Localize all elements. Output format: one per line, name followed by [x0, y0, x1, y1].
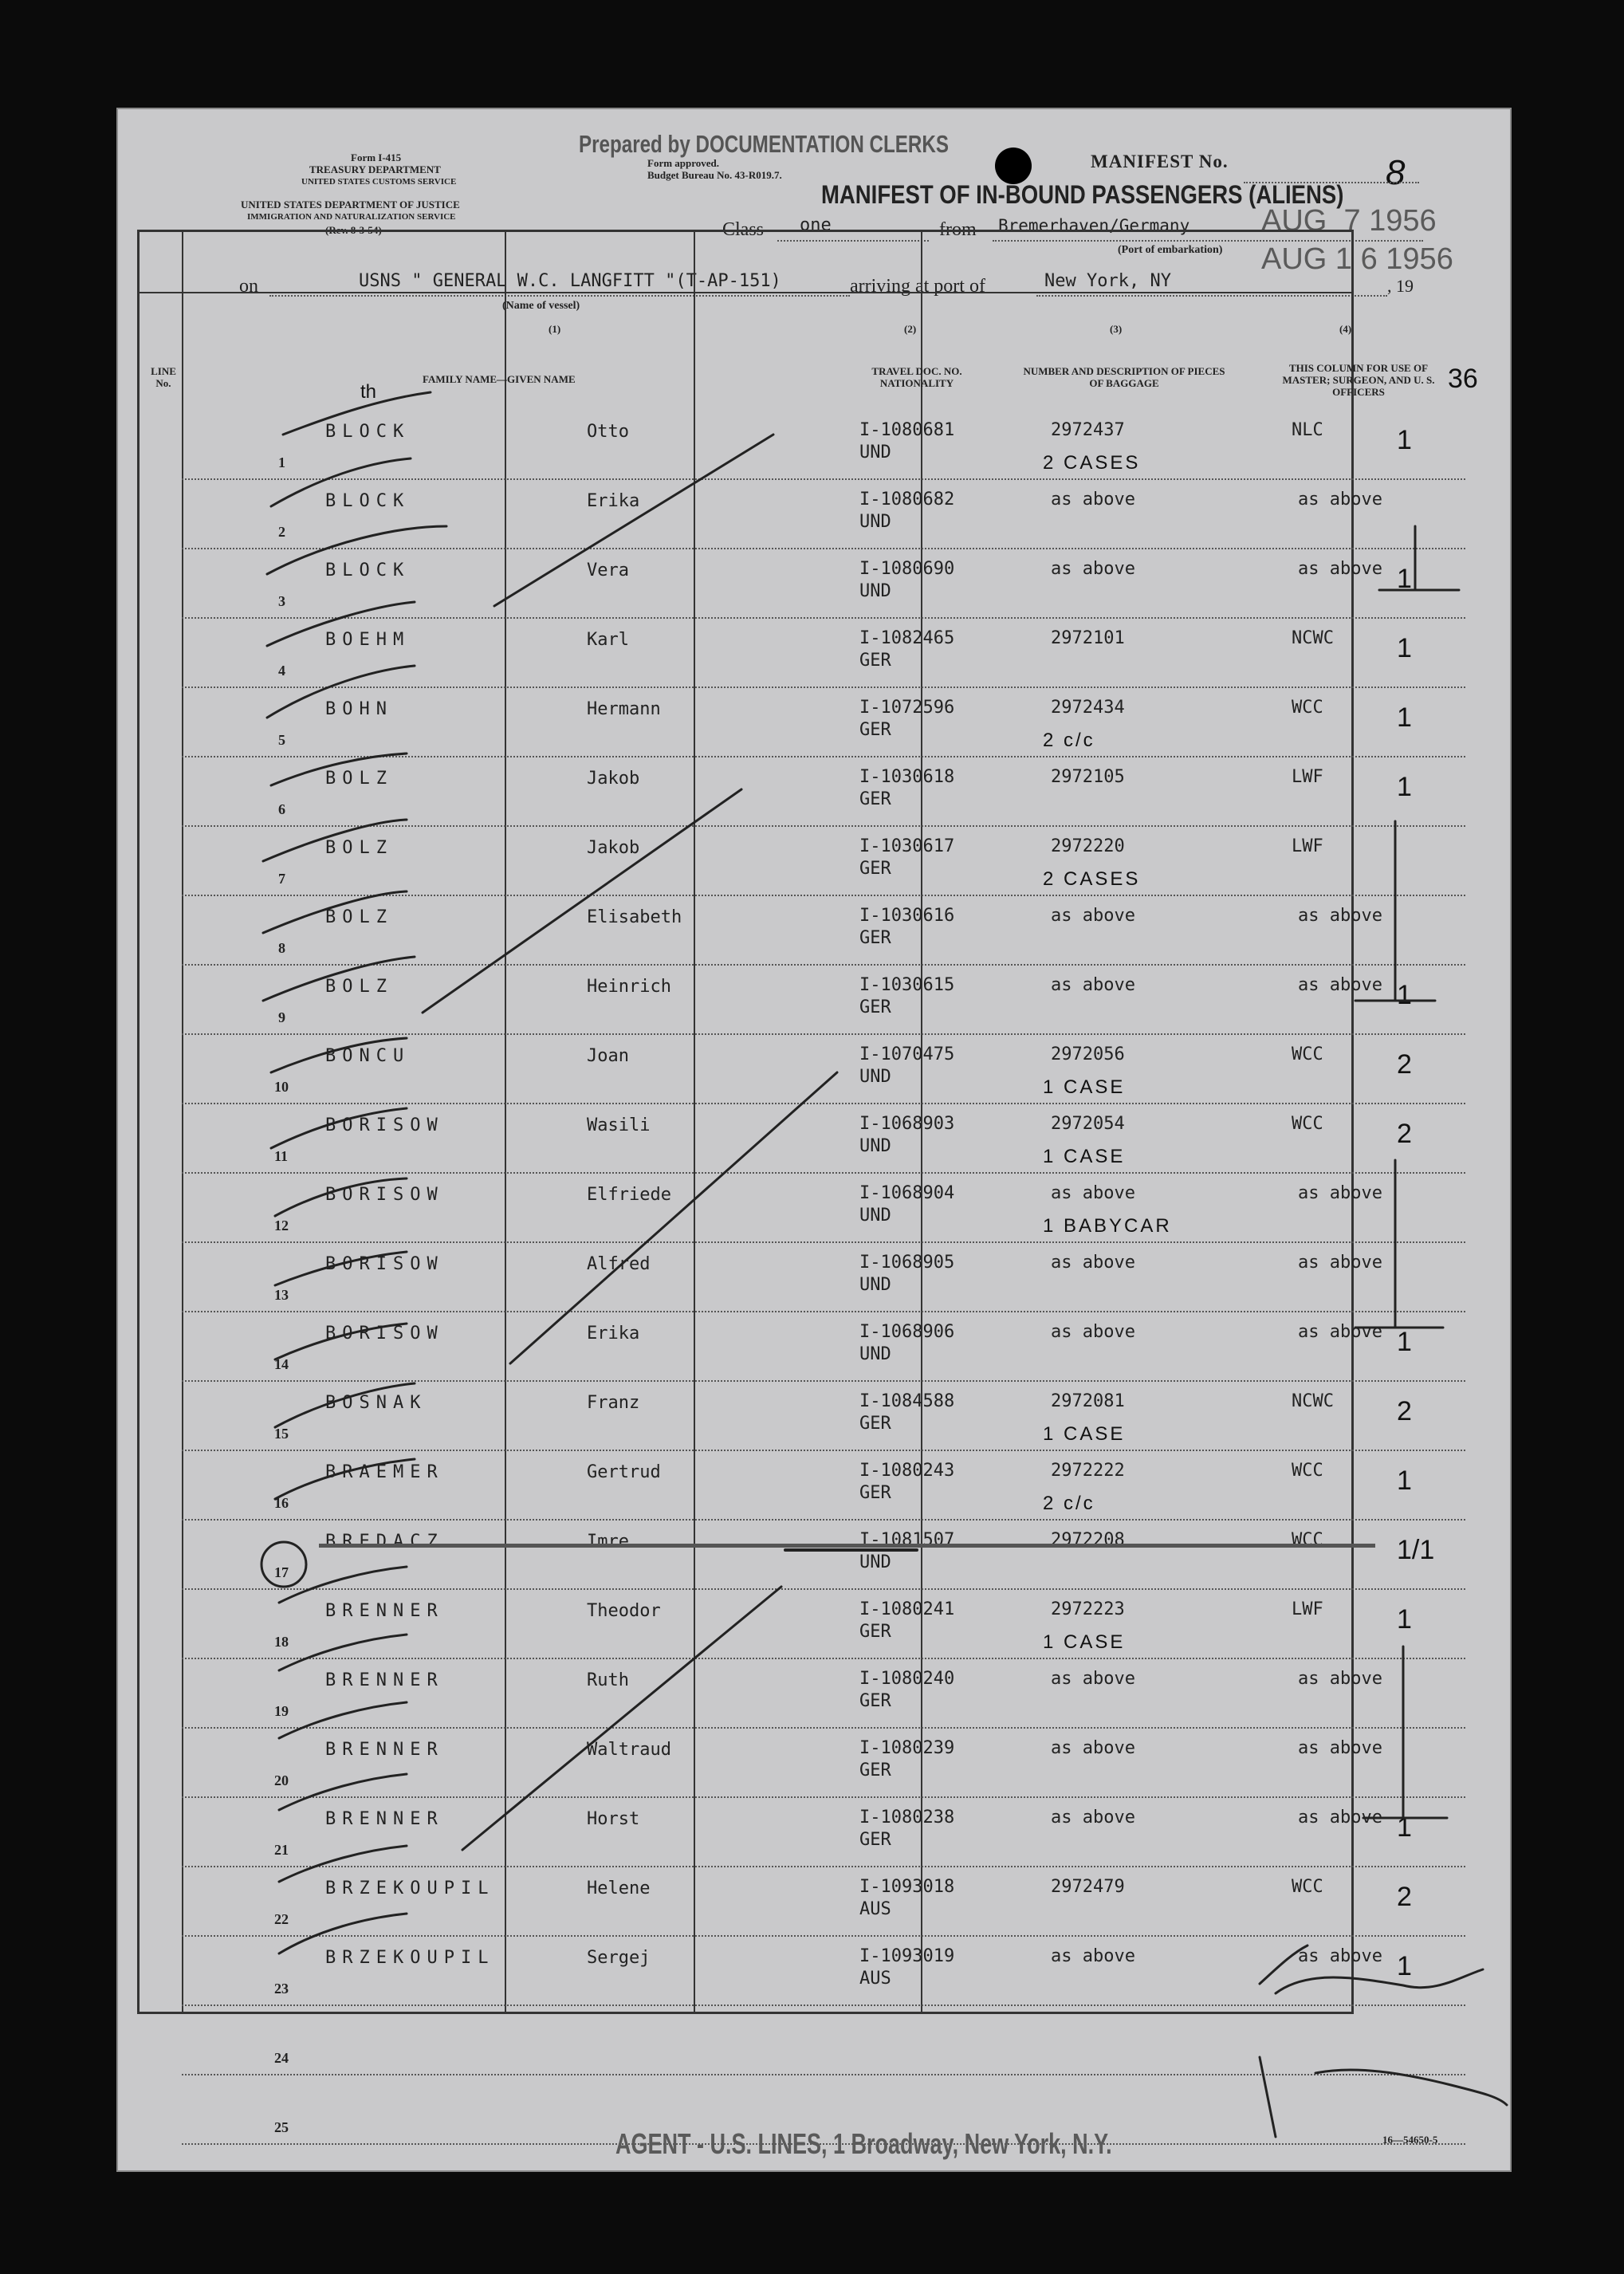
baggage: 2972220 — [1051, 836, 1125, 856]
nationality: GER — [859, 720, 891, 740]
officer-note: as above — [1298, 1946, 1382, 1966]
manifest-title: MANIFEST OF IN-BOUND PASSENGERS (ALIENS) — [821, 180, 1344, 209]
baggage: as above — [1051, 1183, 1135, 1203]
arriving-label: arriving at port of — [850, 276, 985, 297]
officer-note: as above — [1298, 1253, 1382, 1273]
baggage: 2972105 — [1051, 767, 1125, 787]
baggage: 2972223 — [1051, 1599, 1125, 1619]
nationality: GER — [859, 1691, 891, 1711]
table-row — [182, 1172, 1465, 1174]
col-num-2: (2) — [904, 323, 917, 335]
line-number: 25 — [274, 2119, 289, 2135]
table-row — [182, 1103, 1465, 1104]
baggage: as above — [1051, 975, 1135, 995]
family-name: BOSNAK — [325, 1393, 427, 1413]
tally-mark: 1 — [1397, 1951, 1412, 1981]
table-row — [182, 548, 1465, 549]
baggage: as above — [1051, 1669, 1135, 1689]
revision-date: (Rev. 8-3-54) — [325, 224, 382, 236]
tally-mark: 1/1 — [1397, 1535, 1435, 1565]
family-name: BOHN — [325, 699, 393, 719]
table-row — [182, 1588, 1465, 1590]
travel-doc-number: I-1080243 — [859, 1461, 955, 1481]
class-value: one — [800, 215, 832, 235]
nationality: UND — [859, 1136, 891, 1156]
travel-doc-number: I-1068904 — [859, 1183, 955, 1203]
th-note: th — [360, 381, 377, 403]
given-name: Otto — [587, 422, 629, 442]
officer-note: WCC — [1292, 1114, 1323, 1134]
nationality: GER — [859, 928, 891, 948]
family-name: BRAEMER — [325, 1462, 444, 1482]
family-name: BORISOW — [325, 1254, 444, 1274]
line-number: 21 — [274, 1842, 289, 1858]
tally-mark: 2 — [1397, 1396, 1412, 1426]
family-name: BORISOW — [325, 1185, 444, 1205]
baggage: as above — [1051, 559, 1135, 579]
line-number: 3 — [278, 593, 285, 609]
date-stamp-arrival: AUG 1 6 1956 — [1261, 242, 1453, 276]
nationality: UND — [859, 1275, 891, 1295]
baggage: 2972056 — [1051, 1045, 1125, 1064]
officer-note: NCWC — [1292, 628, 1334, 648]
given-name: Karl — [587, 630, 629, 650]
line-number: 14 — [274, 1356, 289, 1372]
officer-note: as above — [1298, 559, 1382, 579]
table-row — [182, 1519, 1465, 1521]
nationality: GER — [859, 859, 891, 879]
line-number: 16 — [274, 1495, 289, 1511]
table-row — [182, 2074, 1465, 2075]
tally-mark: 1 — [1397, 1466, 1412, 1496]
tally-mark: 1 — [1397, 425, 1412, 455]
immigration-service: IMMIGRATION AND NATURALIZATION SERVICE — [247, 212, 456, 222]
table-row — [182, 1658, 1465, 1659]
baggage: as above — [1051, 1946, 1135, 1966]
family-name: BOLZ — [325, 907, 393, 927]
prepared-stamp: Prepared by DOCUMENTATION CLERKS — [579, 130, 949, 158]
nationality: UND — [859, 1206, 891, 1226]
given-name: Wasili — [587, 1115, 651, 1135]
family-name: BLOCK — [325, 491, 411, 511]
nationality: UND — [859, 512, 891, 532]
family-name: BOLZ — [325, 769, 393, 789]
given-name: Gertrud — [587, 1462, 661, 1482]
line-number: 5 — [278, 732, 285, 748]
baggage-note: 1 CASE — [1043, 1076, 1126, 1098]
table-row — [182, 478, 1465, 480]
family-name: BRZEKOUPIL — [325, 1879, 495, 1898]
travel-doc-number: I-1084588 — [859, 1391, 955, 1411]
family-name: BRENNER — [325, 1740, 444, 1760]
tally-mark: 2 — [1397, 1119, 1412, 1149]
given-name: Elisabeth — [587, 907, 682, 927]
travel-doc-number: I-1080681 — [859, 420, 955, 440]
col-num-3: (3) — [1110, 323, 1123, 335]
officer-note: as above — [1298, 490, 1382, 509]
officer-note: LWF — [1292, 767, 1323, 787]
col-header-baggage: NUMBER AND DESCRIPTION OF PIECES OF BAGGAGE — [1023, 365, 1225, 389]
family-name: BRZEKOUPIL — [325, 1948, 495, 1968]
nationality: GER — [859, 1830, 891, 1850]
travel-doc-number: I-1030615 — [859, 975, 955, 995]
given-name: Hermann — [587, 699, 661, 719]
table-row — [182, 2005, 1465, 2006]
officer-note: LWF — [1292, 1599, 1323, 1619]
line-number: 12 — [274, 1218, 289, 1233]
tally-mark: 1 — [1397, 564, 1412, 594]
manifest-number: 8 — [1386, 153, 1406, 192]
travel-doc-number: I-1080240 — [859, 1669, 955, 1689]
officer-note: NCWC — [1292, 1391, 1334, 1411]
given-name: Sergej — [587, 1948, 651, 1968]
date-stamp-departure: AUG 7 1956 — [1261, 204, 1437, 238]
officer-note: as above — [1298, 1322, 1382, 1342]
col-header-travel-doc: TRAVEL DOC. NO. NATIONALITY — [871, 365, 962, 389]
col-header-name: FAMILY NAME—GIVEN NAME — [423, 373, 576, 385]
table-row — [182, 617, 1465, 619]
nationality: GER — [859, 1483, 891, 1503]
baggage-note: 1 CASE — [1043, 1631, 1126, 1653]
table-row — [182, 1796, 1465, 1798]
travel-doc-number: I-1030616 — [859, 906, 955, 926]
officer-note: as above — [1298, 1183, 1382, 1203]
strike-through — [319, 1544, 1375, 1548]
travel-doc-number: I-1080682 — [859, 490, 955, 509]
travel-doc-number: I-1093018 — [859, 1877, 955, 1897]
tally-mark: 1 — [1397, 702, 1412, 733]
treasury-dept: TREASURY DEPARTMENT — [309, 163, 441, 175]
baggage: as above — [1051, 1738, 1135, 1758]
embarkation-label: (Port of embarkation) — [1118, 244, 1223, 256]
table-row — [182, 1241, 1465, 1243]
line-number: 11 — [274, 1148, 289, 1164]
baggage: as above — [1051, 1808, 1135, 1827]
tally-mark: 1 — [1397, 633, 1412, 663]
year-suffix-2: , 19 — [1387, 276, 1414, 296]
family-name: BRENNER — [325, 1601, 444, 1621]
officer-note: WCC — [1292, 1045, 1323, 1064]
col-header-line-no: LINE No. — [151, 365, 176, 389]
given-name: Helene — [587, 1879, 651, 1898]
nationality: UND — [859, 443, 891, 462]
travel-doc-number: I-1068905 — [859, 1253, 955, 1273]
table-row — [182, 1033, 1465, 1035]
baggage-note: 2 CASES — [1043, 868, 1141, 890]
justice-dept: UNITED STATES DEPARTMENT OF JUSTICE — [241, 199, 460, 210]
officer-note: NLC — [1292, 420, 1323, 440]
table-row — [182, 1935, 1465, 1937]
baggage: 2972101 — [1051, 628, 1125, 648]
line-number: 15 — [274, 1426, 289, 1442]
print-code: 16—54650-5 — [1382, 2134, 1438, 2146]
on-label: on — [239, 276, 258, 297]
family-name: BONCU — [325, 1046, 411, 1066]
baggage-note: 2 c/c — [1043, 730, 1095, 751]
baggage-note: 1 BABYCAR — [1043, 1215, 1172, 1237]
travel-doc-number: I-1080238 — [859, 1808, 955, 1827]
table-row — [182, 1311, 1465, 1312]
col-num-1: (1) — [549, 323, 561, 335]
line-number: 7 — [278, 871, 285, 887]
given-name: Heinrich — [587, 977, 671, 997]
nationality: GER — [859, 1761, 891, 1780]
given-name: Elfriede — [587, 1185, 671, 1205]
travel-doc-number: I-1030617 — [859, 836, 955, 856]
manifest-label: MANIFEST No. — [1091, 151, 1229, 171]
officer-note: as above — [1298, 1808, 1382, 1827]
col-num-4: (4) — [1339, 323, 1352, 335]
tally-mark: 1 — [1397, 980, 1412, 1010]
table-row — [182, 964, 1465, 966]
line-number: 9 — [278, 1009, 285, 1025]
line-number: 18 — [274, 1634, 289, 1650]
baggage: as above — [1051, 906, 1135, 926]
family-name: BLOCK — [325, 422, 411, 442]
officer-note: WCC — [1292, 698, 1323, 718]
count-note: 36 — [1448, 364, 1478, 394]
given-name: Imre — [587, 1532, 629, 1552]
line-number: 6 — [278, 801, 285, 817]
travel-doc-number: I-1070475 — [859, 1045, 955, 1064]
family-name: BORISOW — [325, 1115, 444, 1135]
customs-service: UNITED STATES CUSTOMS SERVICE — [301, 177, 457, 187]
given-name: Erika — [587, 1324, 640, 1344]
table-row — [182, 1380, 1465, 1382]
travel-doc-number: I-1072596 — [859, 698, 955, 718]
line-number: 8 — [278, 940, 285, 956]
line-number: 22 — [274, 1911, 289, 1927]
given-name: Horst — [587, 1809, 640, 1829]
line-number: 24 — [274, 2050, 289, 2066]
travel-doc-number: I-1080690 — [859, 559, 955, 579]
table-row — [182, 825, 1465, 827]
from-value: Bremerhaven/Germany — [998, 216, 1190, 235]
travel-doc-number: I-1068903 — [859, 1114, 955, 1134]
officer-note: as above — [1298, 1669, 1382, 1689]
line-number: 17 — [274, 1564, 289, 1580]
table-row — [182, 756, 1465, 757]
agent-footer: AGENT - U.S. LINES, 1 Broadway, New York, N.Y. — [615, 2127, 1112, 2160]
tally-mark: 1 — [1397, 1604, 1412, 1635]
family-name: BRENNER — [325, 1670, 444, 1690]
given-name: Ruth — [587, 1670, 629, 1690]
given-name: Waltraud — [587, 1740, 671, 1760]
officer-note: WCC — [1292, 1461, 1323, 1481]
budget-bureau: Budget Bureau No. 43-R019.7. — [647, 169, 782, 181]
family-name: BORISOW — [325, 1324, 444, 1344]
class-label: Class — [722, 219, 765, 240]
baggage: 2972437 — [1051, 420, 1125, 440]
vessel-name: USNS " GENERAL W.C. LANGFITT "(T-AP-151) — [359, 271, 781, 291]
baggage: 2972054 — [1051, 1114, 1125, 1134]
tally-mark: 1 — [1397, 1327, 1412, 1357]
from-label: from — [939, 219, 977, 240]
given-name: Vera — [587, 561, 629, 580]
baggage: as above — [1051, 1253, 1135, 1273]
nationality: UND — [859, 1067, 891, 1087]
nationality: UND — [859, 581, 891, 601]
tally-mark: 2 — [1397, 1882, 1412, 1912]
line-number: 4 — [278, 663, 285, 679]
given-name: Jakob — [587, 838, 640, 858]
travel-doc-number: I-1080241 — [859, 1599, 955, 1619]
family-name: BRENNER — [325, 1809, 444, 1829]
nationality: UND — [859, 1344, 891, 1364]
officer-note: LWF — [1292, 836, 1323, 856]
given-name: Franz — [587, 1393, 640, 1413]
travel-doc-number: I-1081507 — [859, 1530, 955, 1550]
vessel-label: (Name of vessel) — [502, 300, 580, 312]
line-number: 2 — [278, 524, 285, 540]
form-number: Form I-415 — [351, 151, 402, 163]
table-row — [182, 687, 1465, 688]
travel-doc-number: I-1030618 — [859, 767, 955, 787]
given-name: Alfred — [587, 1254, 651, 1274]
nationality: GER — [859, 1414, 891, 1434]
given-name: Jakob — [587, 769, 640, 789]
form-approved: Form approved. — [647, 157, 720, 169]
nationality: GER — [859, 1622, 891, 1642]
baggage: 2972434 — [1051, 698, 1125, 718]
nationality: GER — [859, 651, 891, 671]
nationality: GER — [859, 789, 891, 809]
family-name: BOLZ — [325, 838, 393, 858]
line-number: 19 — [274, 1703, 289, 1719]
family-name: BOEHM — [325, 630, 411, 650]
table-row — [182, 1727, 1465, 1729]
line-number: 13 — [274, 1287, 289, 1303]
baggage: 2972081 — [1051, 1391, 1125, 1411]
line-number: 23 — [274, 1981, 289, 1997]
line-number: 10 — [274, 1079, 289, 1095]
baggage: as above — [1051, 1322, 1135, 1342]
family-name: BLOCK — [325, 561, 411, 580]
travel-doc-number: I-1068906 — [859, 1322, 955, 1342]
baggage: as above — [1051, 490, 1135, 509]
officer-note: as above — [1298, 1738, 1382, 1758]
travel-doc-number: I-1093019 — [859, 1946, 955, 1966]
table-row — [182, 1450, 1465, 1451]
nationality: UND — [859, 1552, 891, 1572]
passenger-table — [137, 230, 1354, 2014]
nationality: AUS — [859, 1899, 891, 1919]
officer-note: as above — [1298, 906, 1382, 926]
col-header-officers: THIS COLUMN FOR USE OF MASTER; SURGEON, AND U. S. OFFICERS — [1282, 362, 1435, 398]
baggage-note: 1 CASE — [1043, 1423, 1126, 1445]
arrival-port: New York, NY — [1044, 271, 1171, 291]
tally-mark: 1 — [1397, 772, 1412, 802]
family-name: BREDACZ — [325, 1532, 444, 1552]
binder-hole — [995, 148, 1032, 184]
table-row — [182, 895, 1465, 896]
baggage: 2972479 — [1051, 1877, 1125, 1897]
nationality: AUS — [859, 1969, 891, 1989]
given-name: Erika — [587, 491, 640, 511]
baggage: 2972222 — [1051, 1461, 1125, 1481]
officer-note: WCC — [1292, 1877, 1323, 1897]
tally-mark: 1 — [1397, 1812, 1412, 1843]
family-name: BOLZ — [325, 977, 393, 997]
travel-doc-number: I-1080239 — [859, 1738, 955, 1758]
line-number: 20 — [274, 1772, 289, 1788]
line-number: 1 — [278, 454, 285, 470]
table-row — [182, 1866, 1465, 1867]
baggage: 2972208 — [1051, 1530, 1125, 1550]
travel-doc-number: I-1082465 — [859, 628, 955, 648]
given-name: Theodor — [587, 1601, 661, 1621]
baggage-note: 2 CASES — [1043, 452, 1141, 474]
baggage-note: 2 c/c — [1043, 1493, 1095, 1514]
tally-mark: 2 — [1397, 1049, 1412, 1080]
nationality: GER — [859, 997, 891, 1017]
baggage-note: 1 CASE — [1043, 1146, 1126, 1167]
given-name: Joan — [587, 1046, 629, 1066]
officer-note: WCC — [1292, 1530, 1323, 1550]
officer-note: as above — [1298, 975, 1382, 995]
